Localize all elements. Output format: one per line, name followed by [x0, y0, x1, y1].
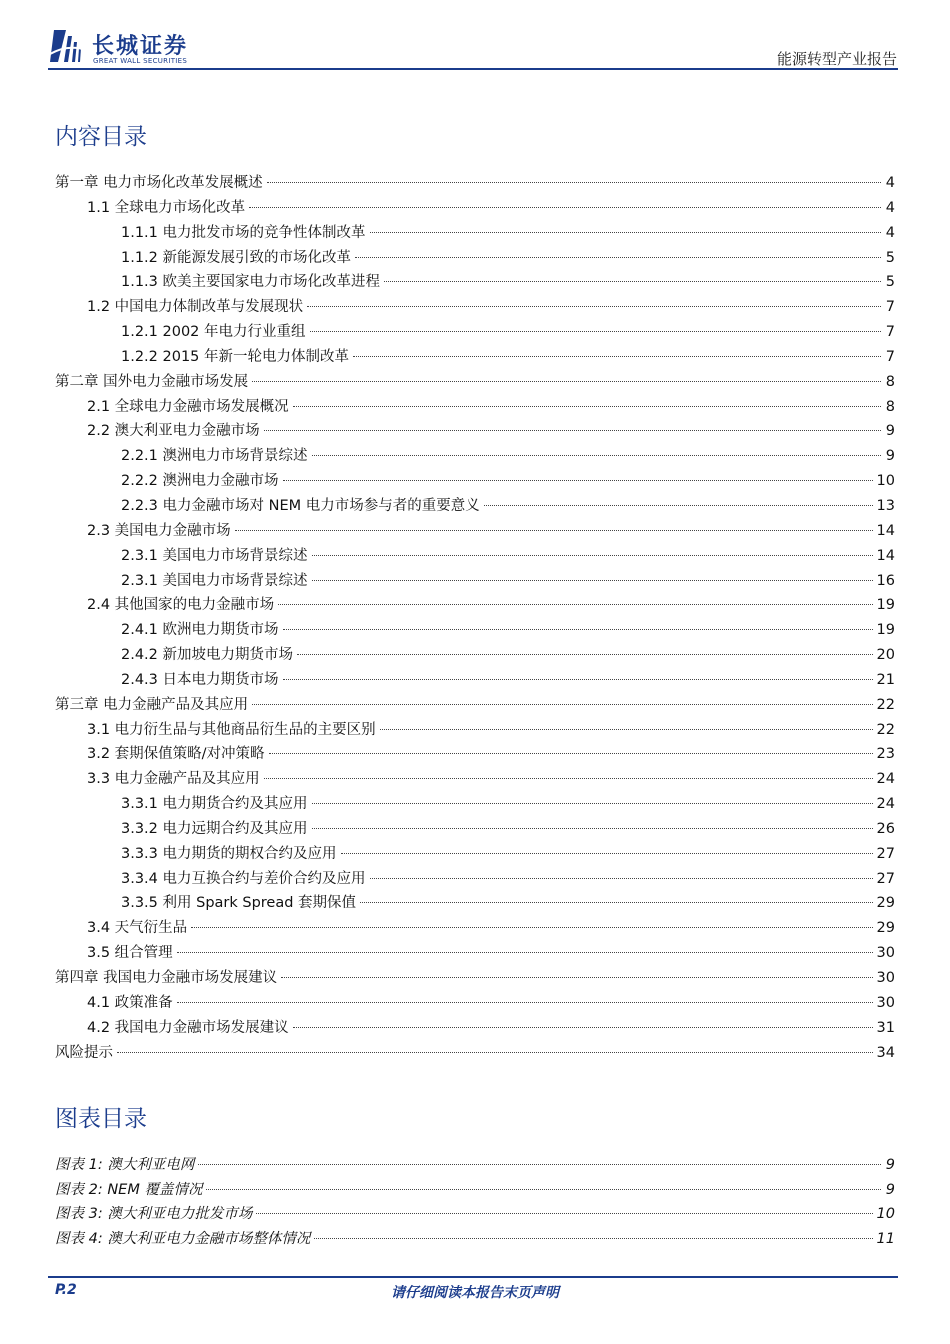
toc-entry-label: 第一章 电力市场化改革发展概述	[55, 175, 263, 191]
figure-entry-page: 9	[885, 1157, 895, 1173]
dot-leader	[278, 604, 872, 605]
toc-entry-page: 20	[876, 647, 895, 664]
footer-divider	[48, 1276, 898, 1278]
toc-entry[interactable]	[55, 693, 895, 718]
toc-entry-page: 14	[876, 522, 895, 539]
figure-entry-page: 9	[885, 1181, 895, 1198]
toc-entry-page: 16	[876, 572, 895, 589]
toc-entry-label: 2.2.3 电力金融市场对 NEM 电力市场参与者的重要意义	[121, 497, 480, 514]
figures-title: 图表目录	[55, 1106, 147, 1132]
toc-entry-page: 29	[876, 895, 895, 912]
toc-entry-page: 22	[876, 696, 895, 713]
toc-entry-label: 2.1 全球电力金融市场发展概况	[87, 398, 289, 415]
toc-entry[interactable]	[55, 519, 895, 544]
figure-entry-page: 11	[876, 1231, 895, 1248]
toc-entry-page: 19	[876, 622, 895, 639]
toc-entry[interactable]	[55, 817, 895, 842]
toc-entry-page: 30	[876, 970, 895, 986]
toc-title: 内容目录	[55, 124, 147, 150]
toc-entry-page: 26	[876, 820, 895, 837]
toc-entry[interactable]	[55, 941, 895, 966]
toc-entry[interactable]	[55, 966, 895, 991]
toc-entry-page: 21	[876, 671, 895, 688]
toc-entry[interactable]	[55, 891, 895, 916]
toc-entry-label: 2.3.1 美国电力市场背景综述	[121, 572, 308, 589]
toc-entry-label: 1.2.2 2015 年新一轮电力体制改革	[121, 348, 350, 365]
toc-entry-page: 34	[876, 1044, 895, 1061]
toc-entry[interactable]	[55, 444, 895, 469]
toc-entry-label: 3.1 电力衍生品与其他商品衍生品的主要区别	[87, 721, 376, 738]
toc-entry[interactable]	[55, 395, 895, 420]
figure-entry[interactable]	[55, 1227, 895, 1252]
company-logo	[48, 26, 248, 70]
toc-entry-page: 4	[885, 199, 895, 216]
toc-entry-page: 8	[885, 398, 895, 415]
figure-entry-label: 图表 1: 澳大利亚电网	[55, 1157, 195, 1173]
toc-entry-page: 27	[876, 870, 895, 887]
toc-entry[interactable]	[55, 643, 895, 668]
footer-disclaimer: 请仔细阅读本报告末页声明	[391, 1285, 559, 1301]
dot-leader	[283, 480, 873, 481]
dot-leader	[310, 331, 881, 332]
toc-entry[interactable]	[55, 370, 895, 395]
table-of-contents	[55, 171, 895, 1065]
dot-leader	[314, 1238, 872, 1239]
dot-leader	[370, 232, 881, 233]
toc-entry[interactable]	[55, 270, 895, 295]
toc-entry-page: 30	[876, 994, 895, 1011]
dot-leader	[281, 977, 872, 978]
toc-entry[interactable]	[55, 295, 895, 320]
toc-entry-label: 3.3 电力金融产品及其应用	[87, 771, 260, 788]
toc-entry-label: 1.1.2 新能源发展引致的市场化改革	[121, 249, 352, 266]
toc-entry[interactable]	[55, 320, 895, 345]
toc-entry-page: 24	[876, 771, 895, 788]
toc-entry[interactable]	[55, 494, 895, 519]
toc-entry[interactable]	[55, 544, 895, 569]
toc-entry-page: 27	[876, 845, 895, 862]
toc-entry-label: 2.2 澳大利亚电力金融市场	[87, 423, 260, 440]
toc-entry-label: 1.2.1 2002 年电力行业重组	[121, 324, 306, 341]
toc-entry-label: 风险提示	[55, 1044, 113, 1061]
toc-entry[interactable]	[55, 1041, 895, 1066]
toc-entry-page: 9	[885, 448, 895, 465]
toc-entry[interactable]	[55, 767, 895, 792]
toc-entry-label: 2.3.1 美国电力市场背景综述	[121, 547, 308, 564]
dot-leader	[283, 629, 873, 630]
figures-list	[55, 1153, 895, 1252]
toc-entry[interactable]	[55, 718, 895, 743]
toc-entry-label: 第四章 我国电力金融市场发展建议	[55, 970, 278, 986]
toc-entry[interactable]	[55, 593, 895, 618]
report-type: 能源转型产业报告	[776, 50, 897, 68]
toc-entry[interactable]	[55, 345, 895, 370]
dot-leader	[293, 406, 881, 407]
toc-entry-label: 4.1 政策准备	[87, 994, 173, 1011]
toc-entry[interactable]	[55, 867, 895, 892]
dot-leader	[293, 1027, 873, 1028]
logo-text-cn: 长城证券	[92, 34, 189, 59]
dot-leader	[353, 356, 881, 357]
toc-entry[interactable]	[55, 742, 895, 767]
toc-entry-label: 4.2 我国电力金融市场发展建议	[87, 1019, 289, 1036]
toc-entry-page: 7	[885, 299, 895, 316]
dot-leader	[312, 555, 873, 556]
figure-entry[interactable]	[55, 1153, 895, 1178]
toc-entry[interactable]	[55, 842, 895, 867]
toc-entry-label: 3.2 套期保值策略/对冲策略	[87, 746, 265, 763]
toc-entry-page: 23	[876, 746, 895, 763]
dot-leader	[269, 753, 873, 754]
dot-leader	[252, 704, 872, 705]
toc-entry[interactable]	[55, 419, 895, 444]
dot-leader	[307, 306, 881, 307]
toc-entry[interactable]	[55, 569, 895, 594]
toc-entry-label: 3.3.5 利用 Spark Spread 套期保值	[121, 895, 357, 912]
dot-leader	[360, 902, 873, 903]
toc-entry-label: 2.4 其他国家的电力金融市场	[87, 597, 275, 614]
toc-entry-label: 3.3.4 电力互换合约与差价合约及应用	[121, 870, 366, 887]
dot-leader	[380, 729, 873, 730]
toc-entry-label: 1.1 全球电力市场化改革	[87, 199, 246, 216]
dot-leader	[370, 878, 873, 879]
toc-entry-label: 3.3.2 电力远期合约及其应用	[121, 820, 308, 837]
dot-leader	[283, 679, 873, 680]
toc-entry[interactable]	[55, 1016, 895, 1041]
toc-entry[interactable]	[55, 221, 895, 246]
toc-entry-page: 9	[885, 423, 895, 440]
great-wall-logo-icon	[48, 26, 88, 66]
toc-entry-label: 3.3.3 电力期货的期权合约及应用	[121, 845, 337, 862]
toc-entry-page: 7	[885, 324, 895, 341]
toc-entry-label: 1.1.1 电力批发市场的竞争性体制改革	[121, 224, 366, 241]
toc-entry-label: 2.4.3 日本电力期货市场	[121, 671, 279, 688]
toc-entry-page: 4	[885, 224, 895, 241]
toc-entry-page: 4	[885, 175, 895, 191]
dot-leader	[484, 505, 873, 506]
dot-leader	[384, 281, 881, 282]
toc-entry[interactable]	[55, 991, 895, 1016]
toc-entry-page: 19	[876, 597, 895, 614]
toc-entry[interactable]	[55, 171, 895, 196]
toc-entry-page: 22	[876, 721, 895, 738]
toc-entry-label: 第三章 电力金融产品及其应用	[55, 696, 249, 713]
toc-entry-label: 3.4 天气衍生品	[87, 920, 188, 937]
figure-entry-label: 图表 4: 澳大利亚电力金融市场整体情况	[55, 1231, 311, 1248]
dot-leader	[252, 381, 881, 382]
toc-entry-page: 5	[885, 274, 895, 291]
toc-entry-label: 2.3 美国电力金融市场	[87, 522, 231, 539]
toc-entry[interactable]	[55, 246, 895, 271]
toc-entry-label: 2.4.1 欧洲电力期货市场	[121, 622, 279, 639]
dot-leader	[117, 1052, 873, 1053]
dot-leader	[312, 828, 873, 829]
toc-entry-page: 14	[876, 547, 895, 564]
dot-leader	[264, 778, 873, 779]
dot-leader	[312, 803, 873, 804]
dot-leader	[264, 430, 881, 431]
toc-entry-label: 2.4.2 新加坡电力期货市场	[121, 647, 294, 664]
logo-text-en: GREAT WALL SECURITIES	[93, 57, 188, 65]
dot-leader	[206, 1189, 881, 1190]
toc-entry-page: 5	[885, 249, 895, 266]
dot-leader	[341, 853, 873, 854]
dot-leader	[198, 1164, 881, 1165]
toc-entry-page: 29	[876, 920, 895, 937]
toc-entry-label: 3.5 组合管理	[87, 945, 173, 962]
dot-leader	[355, 257, 881, 258]
page-number: P.2	[55, 1282, 77, 1298]
toc-entry-label: 3.3.1 电力期货合约及其应用	[121, 796, 308, 813]
figure-entry-page: 10	[876, 1206, 895, 1223]
toc-entry[interactable]	[55, 668, 895, 693]
dot-leader	[297, 654, 873, 655]
toc-entry-label: 1.1.3 欧美主要国家电力市场化改革进程	[121, 274, 381, 291]
toc-entry[interactable]	[55, 618, 895, 643]
toc-entry[interactable]	[55, 196, 895, 221]
dot-leader	[249, 207, 881, 208]
figure-entry[interactable]	[55, 1202, 895, 1227]
toc-entry-label: 1.2 中国电力体制改革与发展现状	[87, 299, 304, 316]
toc-entry[interactable]	[55, 916, 895, 941]
toc-entry-page: 24	[876, 796, 895, 813]
toc-entry-page: 30	[876, 945, 895, 962]
toc-entry-page: 13	[876, 497, 895, 514]
toc-entry-page: 7	[885, 348, 895, 365]
dot-leader	[191, 927, 872, 928]
toc-entry-label: 2.2.1 澳洲电力市场背景综述	[121, 448, 308, 465]
dot-leader	[177, 952, 873, 953]
toc-entry[interactable]	[55, 792, 895, 817]
toc-entry-page: 10	[876, 473, 895, 490]
toc-entry-label: 第二章 国外电力金融市场发展	[55, 373, 249, 390]
dot-leader	[267, 182, 881, 183]
dot-leader	[312, 580, 873, 581]
figure-entry-label: 图表 3: 澳大利亚电力批发市场	[55, 1206, 253, 1223]
page-header	[0, 0, 950, 80]
dot-leader	[235, 530, 873, 531]
toc-entry-page: 8	[885, 373, 895, 390]
dot-leader	[256, 1213, 872, 1214]
dot-leader	[312, 455, 881, 456]
toc-entry-label: 2.2.2 澳洲电力金融市场	[121, 473, 279, 490]
header-divider	[48, 68, 898, 70]
toc-entry-page: 31	[876, 1019, 895, 1036]
figure-entry-label: 图表 2: NEM 覆盖情况	[55, 1181, 203, 1198]
figure-entry[interactable]	[55, 1178, 895, 1203]
toc-entry[interactable]	[55, 469, 895, 494]
dot-leader	[177, 1002, 873, 1003]
